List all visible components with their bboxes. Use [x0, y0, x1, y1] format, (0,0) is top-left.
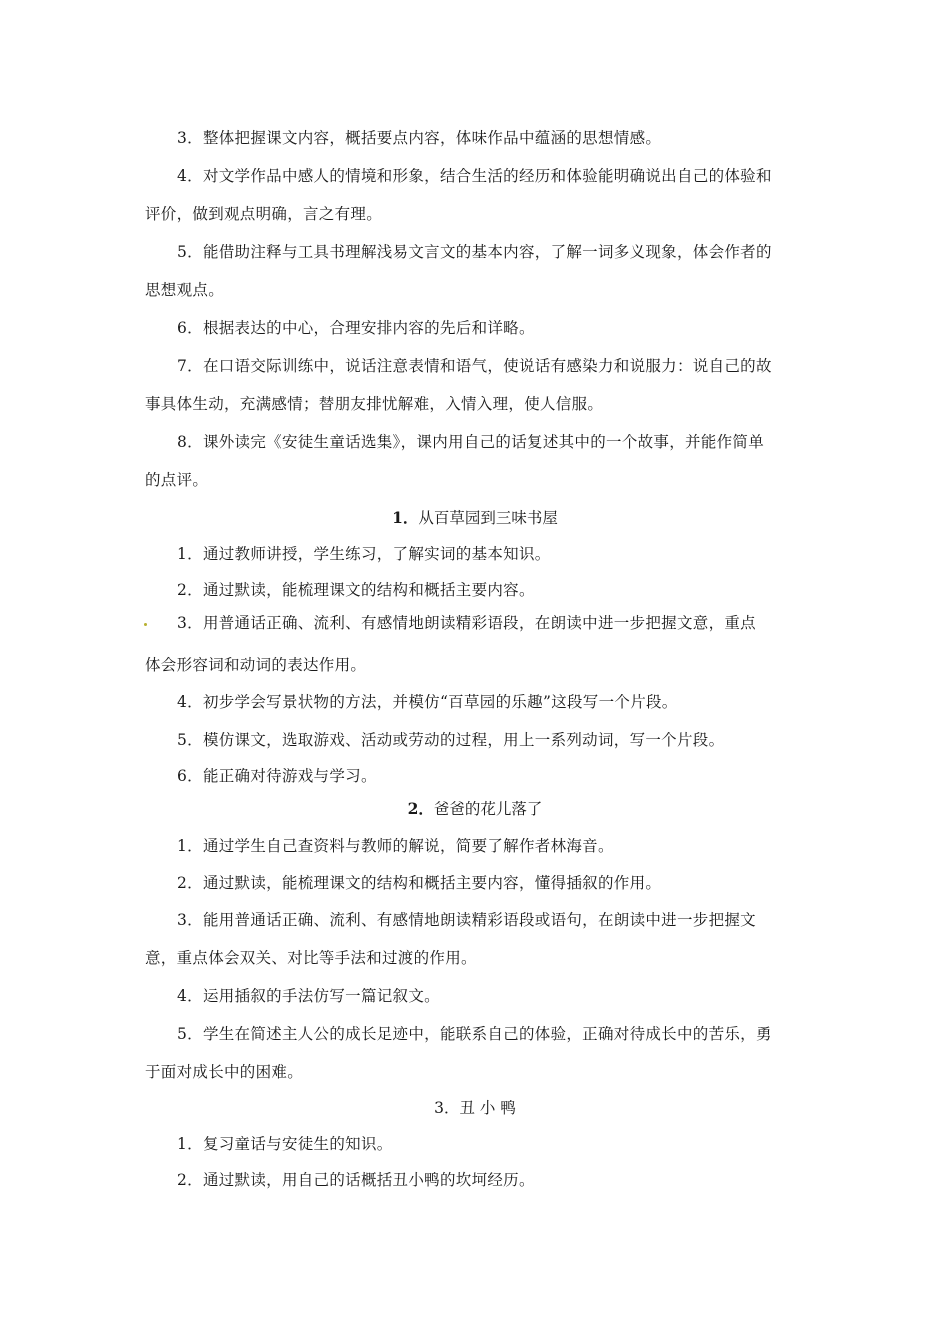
objective-7: 7．在口语交际训练中，说话注意表情和语气，使说话有感染力和说服力：说自己的故	[177, 357, 772, 375]
lesson-1-title	[0, 508, 950, 528]
lesson-1-title-text: 从百草园到三味书屋	[418, 509, 558, 527]
objective-5: 5．能借助注释与工具书理解浅易文言文的基本内容，了解一词多义现象，体会作者的	[177, 243, 772, 261]
lesson-1-number: 1．	[392, 508, 419, 527]
objective-4: 4．对文学作品中感人的情境和形象，结合生活的经历和体验能明确说出自己的体验和	[177, 167, 772, 185]
stray-mark	[144, 623, 147, 626]
objective-4-cont: 评价，做到观点明确，言之有理。	[145, 205, 383, 223]
lesson-2-number: 2．	[407, 799, 434, 818]
lesson-1-item-4: 4．初步学会写景状物的方法，并模仿“百草园的乐趣”这段写一个片段。	[177, 693, 678, 711]
objective-7-cont: 事具体生动，充满感情；替朋友排忧解难，入情入理，使人信服。	[145, 395, 604, 413]
objective-8-cont: 的点评。	[145, 471, 209, 489]
lesson-2-title-text: 爸爸的花儿落了	[433, 800, 543, 818]
lesson-1-item-6: 6．能正确对待游戏与学习。	[177, 767, 377, 785]
lesson-2-item-3: 3．能用普通话正确、流利、有感情地朗读精彩语段或语句，在朗读中进一步把握文	[177, 911, 756, 929]
lesson-3-title: 3．丑 小 鸭	[434, 1099, 516, 1117]
lesson-1-item-5: 5．模仿课文，选取游戏、活动或劳动的过程，用上一系列动词，写一个片段。	[177, 731, 725, 749]
objective-3: 3．整体把握课文内容，概括要点内容，体味作品中蕴涵的思想情感。	[177, 129, 662, 147]
lesson-1-item-3-cont: 体会形容词和动词的表达作用。	[145, 656, 367, 674]
lesson-2-item-5-cont: 于面对成长中的困难。	[145, 1063, 304, 1081]
lesson-2-item-3-cont: 意，重点体会双关、对比等手法和过渡的作用。	[145, 949, 477, 967]
lesson-2-item-5: 5．学生在简述主人公的成长足迹中，能联系自己的体验，正确对待成长中的苦乐，勇	[177, 1025, 772, 1043]
lesson-2-item-2: 2．通过默读，能梳理课文的结构和概括主要内容，懂得插叙的作用。	[177, 874, 662, 892]
lesson-2-item-1: 1．通过学生自己查资料与教师的解说，简要了解作者林海音。	[177, 837, 614, 855]
lesson-2-item-4: 4．运用插叙的手法仿写一篇记叙文。	[177, 987, 440, 1005]
lesson-3-item-1: 1．复习童话与安徒生的知识。	[177, 1135, 393, 1153]
lesson-1-item-2: 2．通过默读，能梳理课文的结构和概括主要内容。	[177, 581, 535, 599]
objective-5-cont: 思想观点。	[145, 281, 225, 299]
objective-6: 6．根据表达的中心，合理安排内容的先后和详略。	[177, 319, 535, 337]
objective-8: 8．课外读完《安徒生童话选集》，课内用自己的话复述其中的一个故事，并能作简单	[177, 433, 765, 451]
lesson-3-item-2: 2．通过默读，用自己的话概括丑小鸭的坎坷经历。	[177, 1171, 535, 1189]
lesson-1-item-1: 1．通过教师讲授，学生练习，了解实词的基本知识。	[177, 545, 551, 563]
lesson-1-item-3: 3．用普通话正确、流利、有感情地朗读精彩语段，在朗读中进一步把握文意，重点	[177, 614, 756, 632]
lesson-2-title	[0, 799, 950, 819]
